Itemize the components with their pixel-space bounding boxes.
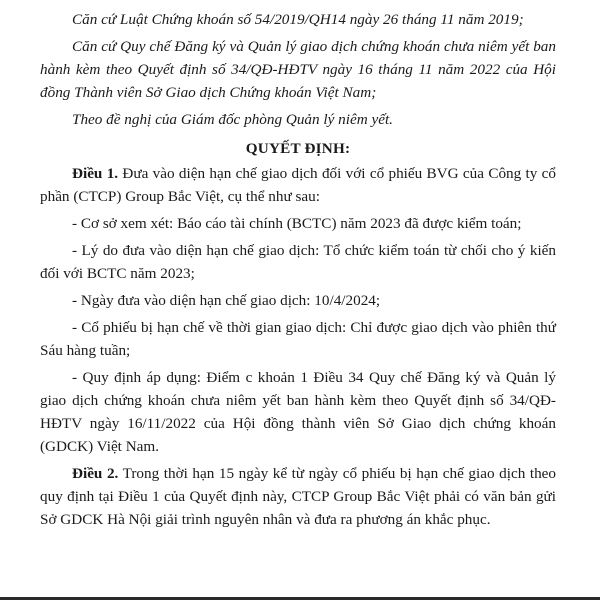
article-1-item-reason: - Lý do đưa vào diện hạn chế giao dịch: Tổ chức kiểm toán từ chối cho ý kiến đối với BCTC năm 2023; — [40, 242, 556, 282]
article-1-item-regulation: - Quy định áp dụng: Điểm c khoản 1 Điều 34 Quy chế Đăng ký và Quản lý giao dịch chứng khoán chưa niêm yết ban hành kèm theo Quyết định số 34/QĐ-HĐTV ngày 16/11/2022 của Hội đồng thành viên Sở Giao dịch chứng khoán (GDCK) Việt Nam. — [40, 369, 556, 455]
preamble-regulation: Căn cứ Quy chế Đăng ký và Quản lý giao dịch chứng khoán chưa niêm yết ban hành kèm theo Quyết định số 34/QĐ-HĐTV ngày 16 tháng 11 năm 2022 của Hội đồng Thành viên Sở Giao dịch Chứng khoán Việt Nam; — [40, 38, 556, 101]
article-2-text: Trong thời hạn 15 ngày kể từ ngày cổ phiếu bị hạn chế giao dịch theo quy định tại Điều 1 của Quyết định này, CTCP Group Bắc Việt phải có văn bản gửi Sở GDCK Hà Nội giải trình nguyên nhân và đưa ra phương án khắc phục. — [40, 465, 556, 528]
article-2 — [40, 462, 556, 531]
preamble-law: Căn cứ Luật Chứng khoán số 54/2019/QH14 ngày 26 tháng 11 năm 2019; — [72, 11, 524, 28]
article-1-item-basis: - Cơ sở xem xét: Báo cáo tài chính (BCTC) năm 2023 đã được kiểm toán; — [72, 215, 522, 232]
article-1-text: Đưa vào diện hạn chế giao dịch đối với cổ phiếu BVG của Công ty cổ phần (CTCP) Group Bắc Việt, cụ thể như sau: — [40, 165, 557, 205]
preamble-proposal: Theo đề nghị của Giám đốc phòng Quản lý niêm yết. — [72, 111, 393, 128]
article-1 — [40, 162, 556, 208]
article-1-item-date: - Ngày đưa vào diện hạn chế giao dịch: 10/4/2024; — [72, 292, 381, 309]
article-2-label: Điều 2. — [72, 465, 119, 482]
article-1-item-restriction: - Cổ phiếu bị hạn chế về thời gian giao dịch: Chỉ được giao dịch vào phiên thứ Sáu hàng tuần; — [40, 319, 556, 359]
decision-heading: QUYẾT ĐỊNH: — [245, 140, 351, 157]
article-1-label: Điều 1. — [72, 165, 119, 182]
